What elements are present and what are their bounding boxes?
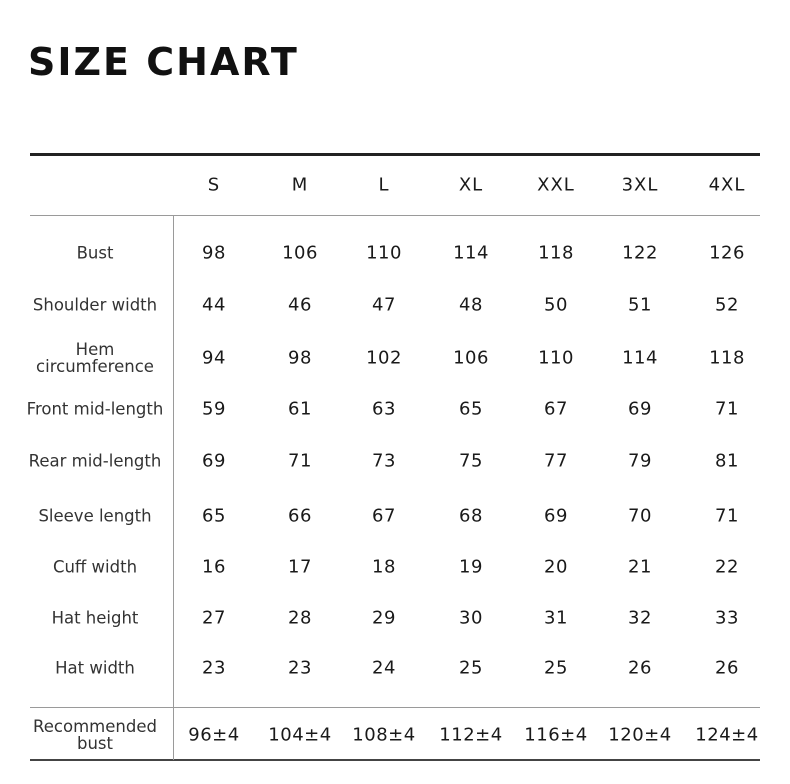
- table-cell: 98: [288, 347, 312, 369]
- table-cell: 50: [544, 294, 568, 316]
- table-cell: 25: [544, 657, 568, 679]
- recommended-bust-cell: 96±4: [188, 724, 240, 746]
- table-cell: 68: [459, 505, 483, 527]
- recommended-bust-cell: 116±4: [524, 724, 588, 746]
- table-cell: 28: [288, 607, 312, 629]
- table-cell: 114: [622, 347, 658, 369]
- table-cell: 106: [453, 347, 489, 369]
- table-cell: 46: [288, 294, 312, 316]
- table-bottom-rule: [30, 759, 760, 761]
- row-label: Hat width: [55, 658, 135, 678]
- recommended-bust-cell: 120±4: [608, 724, 672, 746]
- table-cell: 16: [202, 556, 226, 578]
- table-cell: 71: [288, 450, 312, 472]
- table-cell: 98: [202, 242, 226, 264]
- table-cell: 48: [459, 294, 483, 316]
- table-cell: 51: [628, 294, 652, 316]
- table-cell: 59: [202, 398, 226, 420]
- recommended-divider: [30, 707, 760, 708]
- size-header-xxl: XXL: [537, 174, 575, 196]
- table-cell: 110: [366, 242, 402, 264]
- size-header-s: S: [207, 174, 221, 196]
- table-cell: 118: [709, 347, 745, 369]
- table-cell: 61: [288, 398, 312, 420]
- recommended-bust-cell: 124±4: [695, 724, 759, 746]
- row-label: Shoulder width: [32, 295, 158, 315]
- recommended-bust-cell: 108±4: [352, 724, 416, 746]
- table-cell: 21: [628, 556, 652, 578]
- table-cell: 52: [715, 294, 739, 316]
- table-cell: 126: [709, 242, 745, 264]
- header-divider: [30, 215, 760, 216]
- table-cell: 79: [628, 450, 652, 472]
- table-cell: 20: [544, 556, 568, 578]
- table-cell: 73: [372, 450, 396, 472]
- size-header-xl: XL: [458, 174, 484, 196]
- table-cell: 27: [202, 607, 226, 629]
- recommended-bust-cell: 104±4: [268, 724, 332, 746]
- size-header-3xl: 3XL: [621, 174, 659, 196]
- size-header-l: L: [378, 174, 390, 196]
- table-cell: 122: [622, 242, 658, 264]
- row-label: Hem circumference: [36, 340, 154, 376]
- table-cell: 23: [202, 657, 226, 679]
- table-cell: 65: [459, 398, 483, 420]
- table-cell: 18: [372, 556, 396, 578]
- recommended-bust-label: Recommended bust: [33, 717, 157, 753]
- page-title: SIZE CHART: [28, 40, 299, 84]
- table-cell: 106: [282, 242, 318, 264]
- table-cell: 102: [366, 347, 402, 369]
- table-cell: 25: [459, 657, 483, 679]
- table-cell: 47: [372, 294, 396, 316]
- table-cell: 77: [544, 450, 568, 472]
- row-label: Hat height: [51, 608, 139, 628]
- row-label: Cuff width: [52, 557, 138, 577]
- row-label: Bust: [76, 243, 114, 263]
- table-cell: 31: [544, 607, 568, 629]
- table-cell: 33: [715, 607, 739, 629]
- table-cell: 29: [372, 607, 396, 629]
- table-cell: 24: [372, 657, 396, 679]
- row-label: Sleeve length: [38, 506, 152, 526]
- table-top-rule: [30, 153, 760, 156]
- table-cell: 32: [628, 607, 652, 629]
- table-cell: 63: [372, 398, 396, 420]
- table-cell: 118: [538, 242, 574, 264]
- table-cell: 71: [715, 398, 739, 420]
- row-label: Rear mid-length: [28, 451, 162, 471]
- table-cell: 69: [202, 450, 226, 472]
- table-cell: 69: [628, 398, 652, 420]
- table-cell: 17: [288, 556, 312, 578]
- table-cell: 110: [538, 347, 574, 369]
- size-header-m: M: [291, 174, 309, 196]
- table-cell: 67: [372, 505, 396, 527]
- table-cell: 94: [202, 347, 226, 369]
- table-cell: 114: [453, 242, 489, 264]
- table-cell: 71: [715, 505, 739, 527]
- table-cell: 65: [202, 505, 226, 527]
- size-header-4xl: 4XL: [708, 174, 746, 196]
- table-cell: 75: [459, 450, 483, 472]
- row-label: Front mid-length: [26, 399, 164, 419]
- table-cell: 22: [715, 556, 739, 578]
- table-cell: 30: [459, 607, 483, 629]
- recommended-bust-cell: 112±4: [439, 724, 503, 746]
- table-cell: 26: [715, 657, 739, 679]
- table-cell: 69: [544, 505, 568, 527]
- table-cell: 81: [715, 450, 739, 472]
- table-cell: 67: [544, 398, 568, 420]
- table-cell: 44: [202, 294, 226, 316]
- table-cell: 19: [459, 556, 483, 578]
- table-cell: 66: [288, 505, 312, 527]
- table-cell: 70: [628, 505, 652, 527]
- table-cell: 26: [628, 657, 652, 679]
- table-cell: 23: [288, 657, 312, 679]
